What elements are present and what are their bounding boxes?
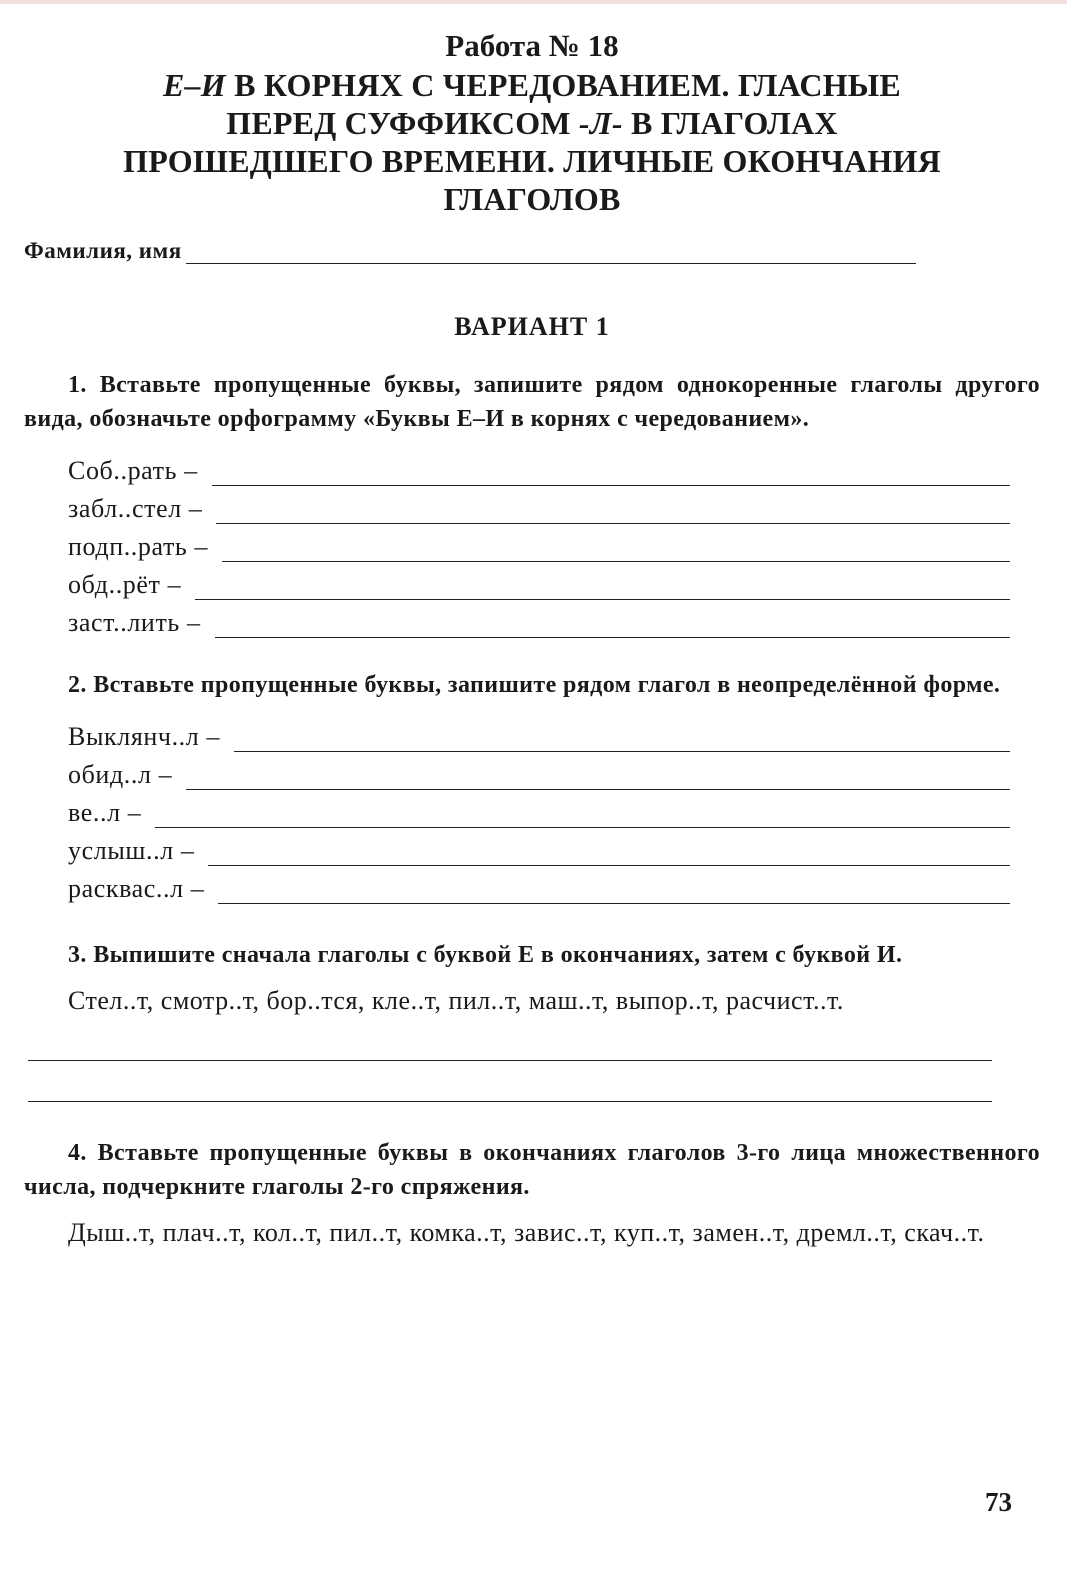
answer-line[interactable] [195, 575, 1010, 600]
answer-line[interactable] [155, 803, 1010, 828]
page-number: 73 [985, 1487, 1012, 1517]
answer-line[interactable] [234, 727, 1010, 752]
task-3-word-list: Стел..т, смотр..т, бор..тся, кле..т, пил..т, маш..т, выпор..т, расчист..т. [68, 986, 844, 1015]
task-1 [24, 368, 1040, 638]
answer-line[interactable] [216, 499, 1010, 524]
task-2-lines [24, 714, 1040, 904]
title-ei: Е–И [163, 67, 226, 103]
task-1-number: 1. [68, 372, 87, 398]
task-2-word: обид..л – [68, 760, 173, 789]
title-suffix-l: -Л- [578, 105, 623, 141]
task-1-row [24, 524, 1040, 562]
task-3-words [24, 982, 1040, 1020]
task-1-instruction [24, 368, 1040, 436]
task-4-text: Вставьте пропущенные буквы в окончаниях глаголов 3-го лица множественного числа, подчеркните глаголы 2-го спряжения. [24, 1140, 1041, 1200]
task-3 [24, 938, 1040, 1102]
task-4-instruction [24, 1136, 1040, 1204]
task-2-instruction [24, 668, 1040, 702]
title-line-3: ПРОШЕДШЕГО ВРЕМЕНИ. ЛИЧНЫЕ ОКОНЧАНИЯ [123, 143, 941, 179]
task-1-row [24, 562, 1040, 600]
task-1-row [24, 448, 1040, 486]
task-2-word: Выклянч..л – [68, 722, 221, 751]
task-4 [24, 1136, 1040, 1252]
title-line-2 [34, 104, 1030, 142]
task-1-word: обд..рёт – [68, 570, 182, 599]
answer-line[interactable] [28, 1061, 992, 1102]
answer-line[interactable] [222, 537, 1010, 562]
work-number: Работа № 18 [445, 28, 619, 63]
task-2-row [24, 828, 1040, 866]
name-input-line[interactable] [186, 235, 916, 264]
work-title [34, 66, 1030, 218]
answer-line[interactable] [215, 613, 1010, 638]
task-2-row [24, 714, 1040, 752]
answer-line[interactable] [212, 461, 1010, 486]
task-2-word: ве..л – [68, 798, 142, 827]
task-3-text: Выпишите сначала глаголы с буквой Е в окончаниях, затем с буквой И. [93, 942, 903, 968]
variant-heading: ВАРИАНТ 1 [454, 312, 610, 341]
top-edge-strip [0, 0, 1067, 4]
task-1-text: Вставьте пропущенные буквы, запишите рядом однокоренные глаголы другого вида, обозначьте орфограмму «Буквы Е–И в корнях с чередованием». [24, 372, 1040, 432]
title-line-2-a: ПЕРЕД СУФФИКСОМ [226, 105, 579, 141]
task-3-number: 3. [68, 942, 87, 968]
task-1-lines [24, 448, 1040, 638]
title-line-4: ГЛАГОЛОВ [443, 181, 621, 217]
answer-line[interactable] [186, 765, 1010, 790]
task-2-row [24, 752, 1040, 790]
answer-line[interactable] [208, 841, 1010, 866]
task-2-word: расквас..л – [68, 874, 205, 903]
task-1-word: подп..рать – [68, 532, 209, 561]
title-line-2-b: В ГЛАГОЛАХ [622, 105, 838, 141]
task-2-row [24, 790, 1040, 828]
task-1-row [24, 486, 1040, 524]
task-1-word: забл..стел – [68, 494, 203, 523]
name-field-row [24, 228, 1040, 264]
task-2-row [24, 866, 1040, 904]
name-label: Фамилия, имя [24, 238, 182, 263]
task-2 [24, 668, 1040, 904]
task-2-word: услыш..л – [68, 836, 195, 865]
title-line-1-rest: В КОРНЯХ С ЧЕРЕДОВАНИЕМ. ГЛАСНЫЕ [234, 67, 901, 103]
task-1-word: Соб..рать – [68, 456, 198, 485]
worksheet-page [24, 28, 1040, 1252]
task-2-text: Вставьте пропущенные буквы, запишите рядом глагол в неопределённой форме. [93, 672, 1001, 698]
task-2-number: 2. [68, 672, 87, 698]
task-3-instruction [24, 938, 1040, 972]
task-4-word-list: Дыш..т, плач..т, кол..т, пил..т, комка..т, завис..т, куп..т, замен..т, дремл..т, скач..т. [68, 1218, 985, 1247]
title-line-1 [34, 66, 1030, 104]
task-1-row [24, 600, 1040, 638]
task-4-number: 4. [68, 1140, 87, 1166]
task-1-word: заст..лить – [68, 608, 201, 637]
answer-line[interactable] [28, 1020, 992, 1061]
task-4-words [24, 1214, 1040, 1252]
answer-line[interactable] [218, 879, 1010, 904]
